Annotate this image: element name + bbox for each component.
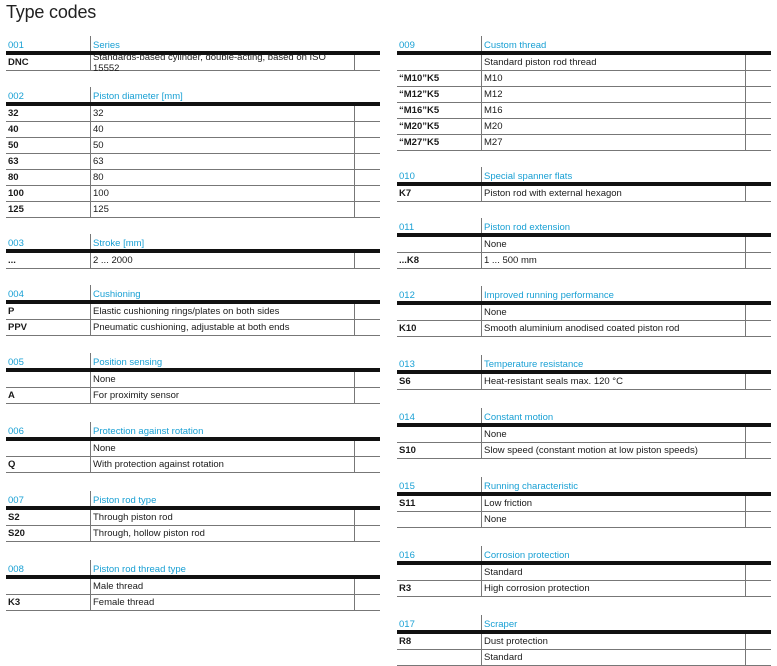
table-row — [397, 305, 771, 321]
option-description: 2 ... 2000 — [93, 255, 133, 266]
option-description: Standards-based cylinder, double-acting, based on ISO 15552 — [93, 51, 326, 74]
selection-box — [745, 305, 771, 320]
table-row — [397, 119, 771, 135]
table-row — [397, 496, 771, 512]
type-code-table — [397, 615, 771, 666]
left-column — [6, 36, 380, 611]
option-description: Piston rod with external hexagon — [484, 188, 622, 199]
table-header — [397, 408, 771, 427]
type-code-table — [6, 234, 380, 269]
table-header — [397, 477, 771, 496]
option-code — [397, 565, 482, 580]
type-code-table — [397, 286, 771, 337]
selection-box — [354, 595, 380, 610]
table-row — [6, 320, 380, 336]
selection-box — [354, 304, 380, 319]
feature-code: 004 — [6, 285, 91, 300]
option-code: “M12”K5 — [397, 87, 482, 102]
type-code-table — [6, 491, 380, 542]
feature-label: Series — [93, 40, 120, 51]
table-header — [6, 234, 380, 253]
table-header — [6, 353, 380, 372]
selection-box — [354, 372, 380, 387]
option-description: 1 ... 500 mm — [484, 255, 537, 266]
table-header — [397, 615, 771, 634]
feature-label: Temperature resistance — [484, 359, 584, 370]
selection-box — [354, 441, 380, 456]
option-description: Standard — [484, 567, 523, 578]
table-row — [397, 581, 771, 597]
option-code — [6, 372, 91, 387]
option-description: Heat-resistant seals max. 120 °C — [484, 376, 623, 387]
option-description: 100 — [93, 188, 109, 199]
table-row — [397, 565, 771, 581]
selection-box — [354, 388, 380, 403]
feature-label: Improved running performance — [484, 290, 614, 301]
feature-label: Cushioning — [93, 289, 141, 300]
table-header — [397, 36, 771, 55]
table-row — [397, 135, 771, 151]
type-code-table — [6, 353, 380, 404]
feature-label: Running characteristic — [484, 481, 578, 492]
feature-label: Piston rod thread type — [93, 564, 186, 575]
option-description: None — [93, 374, 116, 385]
option-description: With protection against rotation — [93, 459, 224, 470]
selection-box — [745, 581, 771, 596]
option-description: None — [484, 307, 507, 318]
table-header — [6, 491, 380, 510]
option-code — [6, 579, 91, 594]
table-row — [6, 510, 380, 526]
table-header — [6, 560, 380, 579]
feature-code: 016 — [397, 546, 482, 561]
table-row — [6, 441, 380, 457]
feature-label: Piston rod type — [93, 495, 157, 506]
option-code: “M16”K5 — [397, 103, 482, 118]
selection-box — [354, 320, 380, 335]
right-column — [397, 36, 771, 666]
table-row — [397, 55, 771, 71]
table-row — [6, 388, 380, 404]
option-description: Male thread — [93, 581, 144, 592]
type-code-table — [6, 560, 380, 611]
option-code: S10 — [397, 443, 482, 458]
option-description: 50 — [93, 140, 104, 151]
feature-label: Piston diameter [mm] — [93, 91, 183, 102]
selection-box — [745, 634, 771, 649]
feature-code: 009 — [397, 36, 482, 51]
option-code: P — [6, 304, 91, 319]
option-code — [397, 305, 482, 320]
selection-box — [745, 512, 771, 527]
feature-code: 015 — [397, 477, 482, 492]
selection-box — [354, 579, 380, 594]
option-description: Smooth aluminium anodised coated piston rod — [484, 323, 680, 334]
type-code-table — [397, 36, 771, 151]
type-code-table — [397, 408, 771, 459]
option-description: M12 — [484, 89, 503, 100]
option-description: Dust protection — [484, 636, 548, 647]
selection-box — [745, 103, 771, 118]
option-code — [397, 427, 482, 442]
table-row — [6, 595, 380, 611]
table-header — [397, 218, 771, 237]
option-description: For proximity sensor — [93, 390, 180, 401]
table-header — [6, 422, 380, 441]
feature-label: Position sensing — [93, 357, 163, 368]
selection-box — [354, 526, 380, 541]
option-code: 80 — [6, 170, 91, 185]
option-code — [397, 512, 482, 527]
option-code: S6 — [397, 374, 482, 389]
selection-box — [745, 496, 771, 511]
feature-code: 013 — [397, 355, 482, 370]
feature-code: 011 — [397, 218, 482, 233]
table-header — [397, 286, 771, 305]
option-description: M27 — [484, 137, 503, 148]
table-row — [397, 650, 771, 666]
table-row — [397, 427, 771, 443]
option-code: 125 — [6, 202, 91, 217]
feature-label: Constant motion — [484, 412, 554, 423]
table-header — [397, 355, 771, 374]
option-description: 40 — [93, 124, 104, 135]
selection-box — [354, 154, 380, 169]
option-code: 50 — [6, 138, 91, 153]
option-code: ... — [6, 253, 91, 268]
selection-box — [354, 186, 380, 201]
option-code: ...K8 — [397, 253, 482, 268]
selection-box — [354, 122, 380, 137]
feature-code: 014 — [397, 408, 482, 423]
option-description: 80 — [93, 172, 104, 183]
feature-code: 005 — [6, 353, 91, 368]
option-description: Low friction — [484, 498, 533, 509]
table-row — [6, 154, 380, 170]
table-row — [6, 138, 380, 154]
type-code-table — [397, 546, 771, 597]
feature-label: Stroke [mm] — [93, 238, 145, 249]
table-row — [6, 122, 380, 138]
type-code-table — [397, 167, 771, 202]
selection-box — [745, 427, 771, 442]
option-description: 32 — [93, 108, 104, 119]
feature-code: 003 — [6, 234, 91, 249]
table-row — [397, 103, 771, 119]
option-description: Female thread — [93, 597, 155, 608]
option-code: Q — [6, 457, 91, 472]
option-description: None — [484, 429, 507, 440]
option-code — [6, 441, 91, 456]
table-row — [6, 253, 380, 269]
table-row — [397, 237, 771, 253]
type-code-table — [397, 477, 771, 528]
feature-code: 012 — [397, 286, 482, 301]
option-code: 32 — [6, 106, 91, 121]
table-header — [397, 546, 771, 565]
type-code-table — [6, 285, 380, 336]
feature-label: Custom thread — [484, 40, 547, 51]
feature-code: 006 — [6, 422, 91, 437]
option-code: DNC — [6, 55, 91, 70]
selection-box — [745, 55, 771, 70]
table-header — [6, 87, 380, 106]
table-row — [397, 253, 771, 269]
option-description: 125 — [93, 204, 109, 215]
page-title: Type codes — [6, 2, 97, 22]
selection-box — [745, 135, 771, 150]
selection-box — [354, 202, 380, 217]
table-row — [6, 51, 380, 74]
table-row — [6, 579, 380, 595]
selection-box — [354, 457, 380, 472]
table-row — [397, 512, 771, 528]
option-code: 63 — [6, 154, 91, 169]
option-code: “M27”K5 — [397, 135, 482, 150]
table-row — [397, 87, 771, 103]
feature-label: Scraper — [484, 619, 518, 630]
type-code-table — [397, 218, 771, 269]
option-code: R8 — [397, 634, 482, 649]
table-row — [397, 443, 771, 459]
selection-box — [354, 510, 380, 525]
type-code-table — [397, 355, 771, 390]
selection-box — [745, 374, 771, 389]
table-row — [397, 374, 771, 390]
selection-box — [745, 565, 771, 580]
feature-code: 002 — [6, 87, 91, 102]
option-code: K7 — [397, 186, 482, 201]
table-row — [6, 457, 380, 473]
option-description: Slow speed (constant motion at low piston speeds) — [484, 445, 698, 456]
table-row — [397, 186, 771, 202]
option-code: PPV — [6, 320, 91, 335]
selection-box — [354, 138, 380, 153]
selection-box — [354, 253, 380, 268]
feature-label: Special spanner flats — [484, 171, 573, 182]
option-description: Standard — [484, 652, 523, 663]
option-code: A — [6, 388, 91, 403]
option-code — [397, 237, 482, 252]
type-code-table — [6, 87, 380, 218]
selection-box — [745, 237, 771, 252]
table-row — [397, 71, 771, 87]
table-row — [6, 186, 380, 202]
table-row — [6, 202, 380, 218]
option-code: S11 — [397, 496, 482, 511]
selection-box — [745, 186, 771, 201]
table-row — [6, 526, 380, 542]
table-row — [397, 321, 771, 337]
option-description: Standard piston rod thread — [484, 57, 597, 68]
option-code: S20 — [6, 526, 91, 541]
option-description: M16 — [484, 105, 503, 116]
table-row — [6, 304, 380, 320]
option-description: Pneumatic cushioning, adjustable at both ends — [93, 322, 290, 333]
selection-box — [745, 119, 771, 134]
option-description: M20 — [484, 121, 503, 132]
option-description: 63 — [93, 156, 104, 167]
option-code: 40 — [6, 122, 91, 137]
feature-code: 007 — [6, 491, 91, 506]
option-code: “M20”K5 — [397, 119, 482, 134]
table-row — [397, 634, 771, 650]
table-row — [6, 372, 380, 388]
option-description: Through piston rod — [93, 512, 173, 523]
feature-code: 001 — [6, 36, 91, 51]
option-description: Through, hollow piston rod — [93, 528, 205, 539]
option-description: Elastic cushioning rings/plates on both sides — [93, 306, 280, 317]
option-code: K3 — [6, 595, 91, 610]
type-code-table — [6, 422, 380, 473]
feature-label: Piston rod extension — [484, 222, 571, 233]
selection-box — [745, 87, 771, 102]
feature-code: 017 — [397, 615, 482, 630]
selection-box — [745, 321, 771, 336]
table-row — [6, 170, 380, 186]
option-code: 100 — [6, 186, 91, 201]
selection-box — [745, 71, 771, 86]
feature-code: 008 — [6, 560, 91, 575]
option-description: High corrosion protection — [484, 583, 590, 594]
option-description: M10 — [484, 73, 503, 84]
option-code: K10 — [397, 321, 482, 336]
option-description: None — [93, 443, 116, 454]
table-header — [6, 285, 380, 304]
feature-code: 010 — [397, 167, 482, 182]
option-code — [397, 55, 482, 70]
selection-box — [354, 55, 380, 70]
selection-box — [745, 443, 771, 458]
option-code: “M10”K5 — [397, 71, 482, 86]
table-row — [6, 106, 380, 122]
feature-label: Corrosion protection — [484, 550, 570, 561]
option-description: None — [484, 514, 507, 525]
type-code-table — [6, 36, 380, 74]
selection-box — [354, 106, 380, 121]
option-code: R3 — [397, 581, 482, 596]
feature-label: Protection against rotation — [93, 426, 204, 437]
option-description: None — [484, 239, 507, 250]
selection-box — [354, 170, 380, 185]
table-header — [397, 167, 771, 186]
option-code: S2 — [6, 510, 91, 525]
selection-box — [745, 253, 771, 268]
